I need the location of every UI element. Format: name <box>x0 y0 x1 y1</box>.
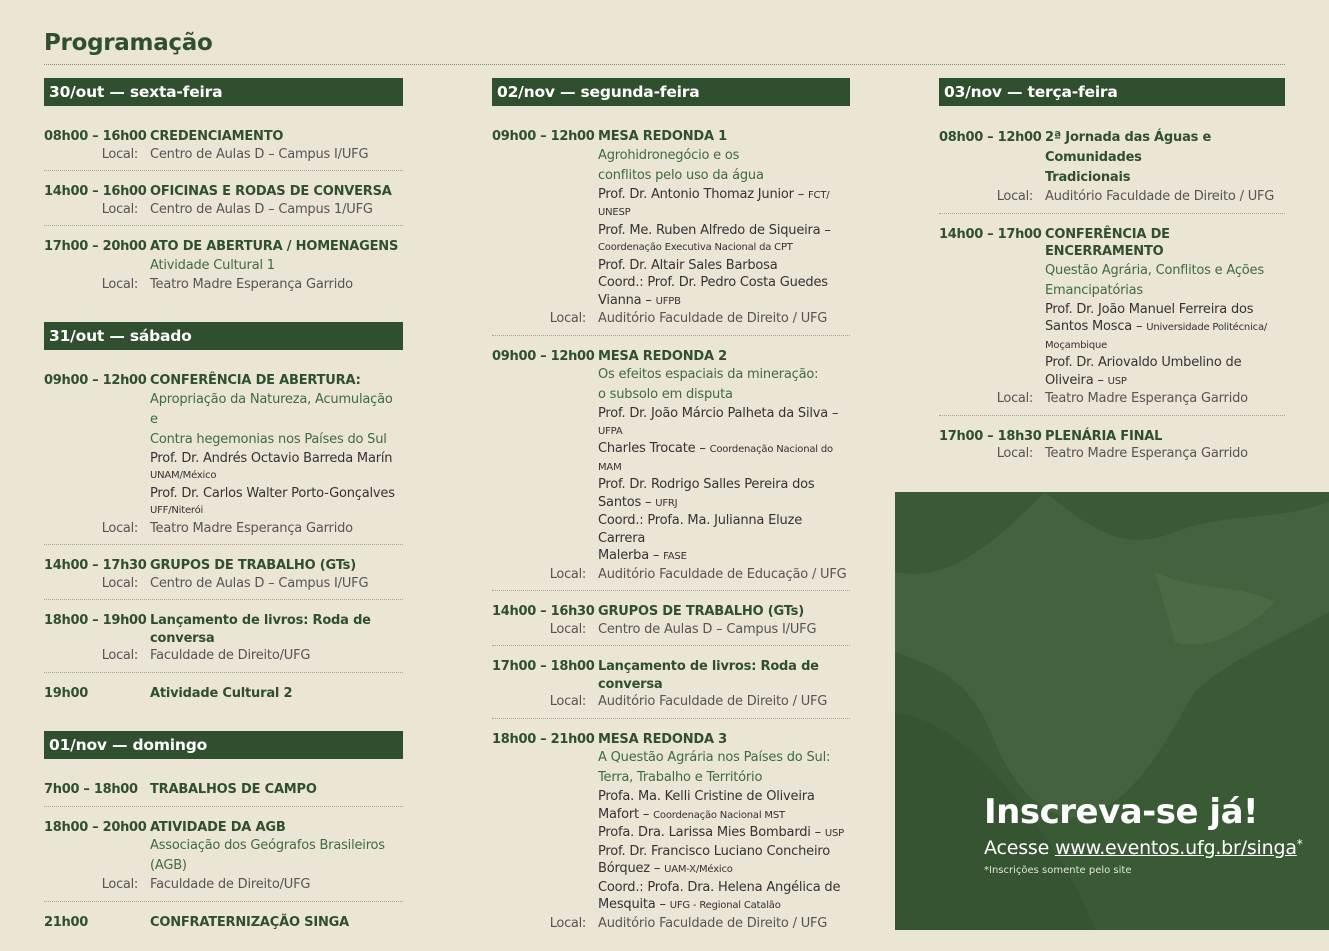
coordinator: Mesquita – UFG - Regional Catalão <box>598 897 781 912</box>
coordinator: Vianna – UFPB <box>598 292 681 308</box>
event-agb <box>44 819 403 902</box>
event-oficinas <box>44 183 403 226</box>
event-subtitle: Terra, Trabalho e Território <box>598 770 763 785</box>
event-time: 09h00 – 12h00 <box>492 348 595 364</box>
local-label: Local: <box>549 621 586 637</box>
event-subtitle: Os efeitos espaciais da mineração: <box>598 367 819 382</box>
event-time: 14h00 – 17h00 <box>939 226 1042 242</box>
event-title: Atividade Cultural 2 <box>150 685 293 701</box>
speaker: Prof. Dr. Altair Sales Barbosa <box>598 257 778 273</box>
local-label: Local: <box>549 694 586 709</box>
event-confraternizacao <box>44 914 403 939</box>
event-mesa-redonda-1 <box>492 128 850 336</box>
event-title: 2ª Jornada das Águas e Comunidades <box>1045 130 1212 165</box>
day-header-01-nov: 01/nov — domingo <box>44 731 403 759</box>
local-label: Local: <box>996 446 1033 461</box>
event-subtitle: Emancipatórias <box>1045 282 1144 298</box>
event-location: Faculdade de Direito/UFG <box>150 648 311 663</box>
speaker: Profa. Dra. Larissa Mies Bombardi – USP <box>598 825 844 840</box>
event-location: Auditório Faculdade de Direito / UFG <box>598 311 828 326</box>
event-title: CREDENCIAMENTO <box>150 129 284 144</box>
event-title: CONFERÊNCIA DE ENCERRAMENTO <box>1045 226 1170 259</box>
event-subtitle: o subsolo em disputa <box>598 387 733 402</box>
event-title: OFICINAS E RODAS DE CONVERSA <box>150 184 392 199</box>
event-title: MESA REDONDA 1 <box>598 129 728 144</box>
column-3 <box>939 78 1285 482</box>
local-label: Local: <box>101 520 138 536</box>
speaker: Prof. Dr. Antonio Thomaz Junior – FCT/ <box>598 186 830 202</box>
registration-promo <box>895 492 1329 930</box>
local-label: Local: <box>996 391 1033 406</box>
day-header-03-nov: 03/nov — terça-feira <box>939 78 1285 106</box>
speaker: Bórquez – UAM-X/México <box>598 861 733 876</box>
speaker: Oliveira – USP <box>1045 372 1127 388</box>
event-gts <box>44 557 403 600</box>
title-divider <box>44 64 1285 65</box>
local-label: Local: <box>549 915 586 931</box>
event-lancamento <box>44 612 403 673</box>
speaker: Charles Trocate – Coordenação Nacional do <box>598 441 833 456</box>
event-time: 09h00 – 12h00 <box>44 373 147 388</box>
event-title: MESA REDONDA 3 <box>598 731 728 747</box>
event-title: MESA REDONDA 2 <box>598 348 728 364</box>
speaker-affiliation: Coordenação Executiva Nacional da CPT <box>598 242 793 253</box>
coordinator: Coord.: Prof. Dr. Pedro Costa Guedes <box>598 275 828 290</box>
speaker: Prof. Dr. Andrés Octavio Barreda Marín <box>150 450 393 466</box>
speaker: Santos Mosca – Universidade Politécnica/ <box>1045 319 1268 334</box>
local-label: Local: <box>549 566 586 582</box>
day-header-30-out: 30/out — sexta-feira <box>44 78 403 106</box>
event-mesa-redonda-2 <box>492 348 850 592</box>
event-title: GRUPOS DE TRABALHO (GTs) <box>598 604 804 619</box>
promo-access-line: Acesse www.eventos.ufg.br/singa* <box>984 837 1303 859</box>
speaker: Santos – UFRJ <box>598 494 678 510</box>
event-conferencia-encerramento <box>939 226 1285 416</box>
event-title: PLENÁRIA FINAL <box>1045 428 1163 444</box>
event-time: 08h00 – 12h00 <box>939 130 1042 145</box>
event-ato-abertura <box>44 238 403 300</box>
column-1 <box>44 78 403 950</box>
event-atividade-cultural-2 <box>44 685 403 710</box>
coordinator: Malerba – FASE <box>598 548 687 563</box>
event-time: 18h00 – 19h00 <box>44 613 147 628</box>
event-title: GRUPOS DE TRABALHO (GTs) <box>150 558 356 573</box>
page-title: Programação <box>44 30 213 56</box>
event-title: Tradicionais <box>1045 170 1131 185</box>
speaker: Mafort – Coordenação Nacional MST <box>598 806 785 822</box>
speaker: Prof. Dr. Carlos Walter Porto-Gonçalves <box>150 485 395 501</box>
speaker: Prof. Dr. Rodrigo Salles Pereira dos <box>598 477 815 492</box>
event-subtitle: Atividade Cultural 1 <box>150 257 275 273</box>
event-time: 17h00 – 18h30 <box>939 428 1042 444</box>
local-label: Local: <box>101 877 138 892</box>
event-time: 14h00 – 17h30 <box>44 558 147 573</box>
event-time: 19h00 <box>44 685 88 701</box>
event-location: Faculdade de Direito/UFG <box>150 877 311 892</box>
local-label: Local: <box>549 311 586 326</box>
local-label: Local: <box>101 276 138 292</box>
speaker: Prof. Dr. Francisco Luciano Concheiro <box>598 843 830 859</box>
day-header-02-nov: 02/nov — segunda-feira <box>492 78 850 106</box>
event-location: Auditório Faculdade de Direito / UFG <box>1045 189 1275 204</box>
speaker: Prof. Dr. João Márcio Palheta da Silva – <box>598 406 839 421</box>
event-title: CONFERÊNCIA DE ABERTURA: <box>150 373 361 388</box>
speaker: Profa. Ma. Kelli Cristine de Oliveira <box>598 789 815 804</box>
speaker-affiliation: UNESP <box>598 207 631 218</box>
event-conferencia-abertura <box>44 372 403 545</box>
event-lancamento-2 <box>492 658 850 719</box>
speaker-affiliation: UNAM/México <box>150 470 217 481</box>
event-time: 7h00 – 18h00 <box>44 782 138 797</box>
event-location: Teatro Madre Esperança Garrido <box>1045 446 1248 461</box>
event-location: Auditório Faculdade de Educação / UFG <box>598 566 847 582</box>
local-label: Local: <box>101 648 138 663</box>
event-location: Teatro Madre Esperança Garrido <box>150 276 353 292</box>
event-location: Centro de Aulas D – Campus I/UFG <box>150 146 369 162</box>
event-location: Centro de Aulas D – Campus I/UFG <box>150 575 369 591</box>
speaker: Prof. Dr. Ariovaldo Umbelino de <box>1045 355 1242 370</box>
local-label: Local: <box>101 201 138 217</box>
speaker-affiliation: UFPA <box>598 425 623 437</box>
coordinator: Coord.: Profa. Dra. Helena Angélica de <box>598 879 841 895</box>
event-location: Centro de Aulas D – Campus 1/UFG <box>150 201 373 217</box>
speaker-affiliation: Moçambique <box>1045 339 1108 351</box>
local-label: Local: <box>101 146 138 162</box>
event-time: 21h00 <box>44 914 88 930</box>
event-location: Auditório Faculdade de Direito / UFG <box>598 694 828 709</box>
event-time: 17h00 – 18h00 <box>492 659 595 674</box>
speaker: Prof. Me. Ruben Alfredo de Siqueira – <box>598 222 831 238</box>
local-label: Local: <box>996 189 1033 204</box>
event-time: 18h00 – 21h00 <box>492 731 595 747</box>
event-subtitle: Questão Agrária, Conflitos e Ações <box>1045 262 1264 278</box>
event-title: ATIVIDADE DA AGB <box>150 819 286 835</box>
event-mesa-redonda-3 <box>492 731 850 940</box>
local-label: Local: <box>101 575 138 591</box>
speaker: Prof. Dr. João Manuel Ferreira dos <box>1045 301 1254 317</box>
event-title: ATO DE ABERTURA / HOMENAGENS <box>150 239 399 254</box>
speaker-affiliation: UFF/Niterói <box>150 505 204 516</box>
event-title: Lançamento de livros: Roda de conversa <box>150 613 371 646</box>
event-subtitle: conflitos pelo uso da água <box>598 167 764 183</box>
coordinator: Coord.: Profa. Ma. Julianna Eluze Carrera <box>598 513 803 546</box>
event-time: 17h00 – 20h00 <box>44 239 147 254</box>
event-subtitle: Contra hegemonias nos Países do Sul <box>150 431 387 447</box>
event-location: Teatro Madre Esperança Garrido <box>1045 391 1248 406</box>
column-2 <box>492 78 850 951</box>
event-location: Centro de Aulas D – Campus I/UFG <box>598 621 817 637</box>
event-title: Lançamento de livros: Roda de conversa <box>598 659 819 692</box>
promo-headline: Inscreva-se já! <box>984 792 1259 832</box>
event-credenciamento <box>44 128 403 171</box>
event-time: 14h00 – 16h30 <box>492 604 595 619</box>
event-subtitle: Agrohidronegócio e os <box>598 147 740 163</box>
event-jornada-aguas <box>939 128 1285 214</box>
event-title: CONFRATERNIZAÇÃO SINGA <box>150 914 349 930</box>
event-plenaria-final <box>939 428 1285 470</box>
event-subtitle: Apropriação da Natureza, Acumulação e <box>150 391 393 427</box>
speaker-affiliation: MAM <box>598 461 622 473</box>
event-time: 18h00 – 20h00 <box>44 819 147 835</box>
event-location: Auditório Faculdade de Direito / UFG <box>598 915 828 931</box>
event-title: TRABALHOS DE CAMPO <box>150 782 317 797</box>
event-time: 09h00 – 12h00 <box>492 129 595 144</box>
event-subtitle: Associação dos Geógrafos Brasileiros (AGB) <box>150 838 385 873</box>
event-location: Teatro Madre Esperança Garrido <box>150 520 353 536</box>
event-gts-2 <box>492 603 850 646</box>
event-trabalhos-campo <box>44 781 403 807</box>
registration-link[interactable]: www.eventos.ufg.br/singa <box>1054 837 1297 859</box>
event-time: 14h00 – 16h00 <box>44 184 147 199</box>
event-subtitle: A Questão Agrária nos Países do Sul: <box>598 750 831 765</box>
day-header-31-out: 31/out — sábado <box>44 322 403 350</box>
promo-note: *Inscrições somente pelo site <box>984 865 1132 876</box>
event-time: 08h00 – 16h00 <box>44 129 147 144</box>
